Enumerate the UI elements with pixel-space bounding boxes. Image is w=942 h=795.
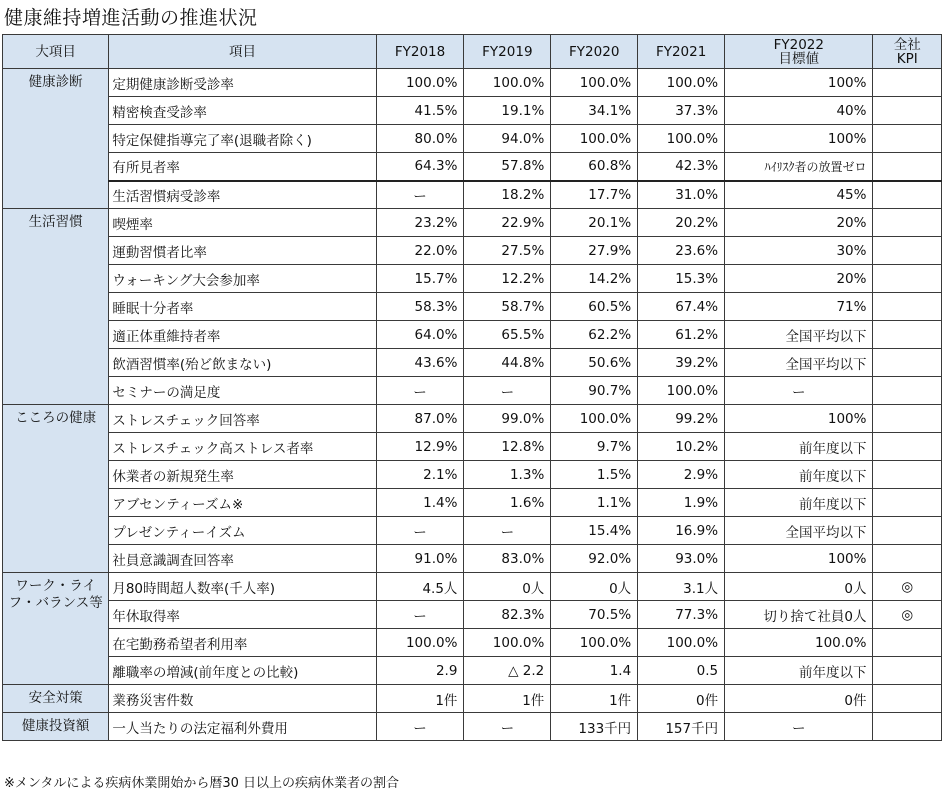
- item-cell: 月80時間超人数率(千人率): [109, 573, 376, 601]
- fy2020-cell: 1.5%: [551, 461, 638, 489]
- table-row: [3, 601, 942, 629]
- page-title: 健康維持増進活動の推進状況: [4, 7, 258, 29]
- kpi-cell: [873, 69, 942, 97]
- header-fy2020: FY2020: [551, 35, 638, 69]
- fy2018-cell: 23.2%: [376, 209, 464, 237]
- target-cell: 全国平均以下: [725, 349, 873, 377]
- fy2021-cell: 20.2%: [638, 209, 725, 237]
- table-row: [3, 685, 942, 713]
- fy2021-cell: 77.3%: [638, 601, 725, 629]
- fy2018-cell: 41.5%: [376, 97, 464, 125]
- fy2021-cell: 99.2%: [638, 405, 725, 433]
- fy2018-cell: 43.6%: [376, 349, 464, 377]
- fy2018-cell: 2.1%: [376, 461, 464, 489]
- fy2020-cell: 9.7%: [551, 433, 638, 461]
- fy2020-cell: 15.4%: [551, 517, 638, 545]
- target-cell: ﾊｲﾘｽｸ者の放置ゼロ: [725, 153, 873, 181]
- category-cell: こころの健康: [3, 405, 109, 573]
- item-cell: アブセンティーズム※: [109, 489, 376, 517]
- fy2021-cell: 16.9%: [638, 517, 725, 545]
- target-cell: 前年度以下: [725, 489, 873, 517]
- fy2020-cell: 1件: [551, 685, 638, 713]
- item-cell: 社員意識調査回答率: [109, 545, 376, 573]
- item-cell: 特定保健指導完了率(退職者除く): [109, 125, 376, 153]
- fy2021-cell: 31.0%: [638, 181, 725, 209]
- fy2021-cell: 15.3%: [638, 265, 725, 293]
- fy2018-cell: 64.0%: [376, 321, 464, 349]
- table-row: [3, 293, 942, 321]
- fy2020-cell: 60.8%: [551, 153, 638, 181]
- fy2019-cell: 0人: [464, 573, 551, 601]
- table-row: [3, 209, 942, 237]
- kpi-cell: [873, 349, 942, 377]
- fy2018-cell: 100.0%: [376, 69, 464, 97]
- table-row: [3, 237, 942, 265]
- fy2019-cell: 1.3%: [464, 461, 551, 489]
- table-row: [3, 97, 942, 125]
- fy2021-cell: 100.0%: [638, 377, 725, 405]
- fy2021-cell: 100.0%: [638, 125, 725, 153]
- table-body: [3, 69, 942, 741]
- category-cell: 安全対策: [3, 685, 109, 713]
- fy2018-cell: ー: [376, 601, 464, 629]
- target-cell: 前年度以下: [725, 657, 873, 685]
- kpi-cell: [873, 685, 942, 713]
- item-cell: 運動習慣者比率: [109, 237, 376, 265]
- kpi-cell: [873, 489, 942, 517]
- target-cell: 100%: [725, 545, 873, 573]
- header-fy2018: FY2018: [376, 35, 464, 69]
- target-cell: 0件: [725, 685, 873, 713]
- fy2020-cell: 1.1%: [551, 489, 638, 517]
- item-cell: ストレスチェック高ストレス者率: [109, 433, 376, 461]
- fy2021-cell: 67.4%: [638, 293, 725, 321]
- fy2021-cell: 10.2%: [638, 433, 725, 461]
- kpi-cell: [873, 405, 942, 433]
- fy2019-cell: 99.0%: [464, 405, 551, 433]
- item-cell: 適正体重維持者率: [109, 321, 376, 349]
- table-row: [3, 181, 942, 209]
- fy2018-cell: 100.0%: [376, 629, 464, 657]
- header-fy2019: FY2019: [464, 35, 551, 69]
- fy2018-cell: 58.3%: [376, 293, 464, 321]
- item-cell: プレゼンティーイズム: [109, 517, 376, 545]
- target-cell: ー: [725, 377, 873, 405]
- category-cell: ワーク・ライフ・バランス等: [3, 573, 109, 685]
- fy2019-cell: 57.8%: [464, 153, 551, 181]
- target-cell: 0人: [725, 573, 873, 601]
- fy2019-cell: 12.8%: [464, 433, 551, 461]
- kpi-cell: [873, 545, 942, 573]
- fy2021-cell: 23.6%: [638, 237, 725, 265]
- fy2018-cell: 80.0%: [376, 125, 464, 153]
- category-cell: 生活習慣: [3, 209, 109, 405]
- fy2019-cell: 44.8%: [464, 349, 551, 377]
- footnote: ※メンタルによる疾病休業開始から暦30 日以上の疾病休業者の割合: [4, 776, 400, 791]
- fy2020-cell: 100.0%: [551, 629, 638, 657]
- fy2020-cell: 62.2%: [551, 321, 638, 349]
- target-cell: 100.0%: [725, 629, 873, 657]
- kpi-cell: [873, 97, 942, 125]
- table-row: [3, 349, 942, 377]
- kpi-cell: [873, 433, 942, 461]
- table-row: [3, 629, 942, 657]
- target-cell: 20%: [725, 209, 873, 237]
- fy2019-cell: 100.0%: [464, 69, 551, 97]
- fy2019-cell: 94.0%: [464, 125, 551, 153]
- kpi-cell: [873, 461, 942, 489]
- fy2019-cell: 1件: [464, 685, 551, 713]
- kpi-cell: ◎: [873, 601, 942, 629]
- kpi-cell: ◎: [873, 573, 942, 601]
- table-row: [3, 405, 942, 433]
- target-cell: 30%: [725, 237, 873, 265]
- table-row: [3, 573, 942, 601]
- table-row: [3, 153, 942, 181]
- fy2019-cell: 65.5%: [464, 321, 551, 349]
- fy2020-cell: 50.6%: [551, 349, 638, 377]
- item-cell: 一人当たりの法定福利外費用: [109, 713, 376, 741]
- fy2018-cell: 1件: [376, 685, 464, 713]
- fy2018-cell: 91.0%: [376, 545, 464, 573]
- table-row: [3, 69, 942, 97]
- status-table: [2, 34, 942, 741]
- kpi-cell: [873, 629, 942, 657]
- kpi-cell: [873, 713, 942, 741]
- fy2021-cell: 61.2%: [638, 321, 725, 349]
- item-cell: セミナーの満足度: [109, 377, 376, 405]
- kpi-cell: [873, 181, 942, 209]
- table-row: [3, 489, 942, 517]
- fy2021-cell: 93.0%: [638, 545, 725, 573]
- target-cell: 前年度以下: [725, 461, 873, 489]
- fy2020-cell: 0人: [551, 573, 638, 601]
- table-row: [3, 517, 942, 545]
- kpi-cell: [873, 377, 942, 405]
- fy2018-cell: ー: [376, 377, 464, 405]
- target-cell: 100%: [725, 125, 873, 153]
- target-cell: ー: [725, 713, 873, 741]
- table-row: [3, 657, 942, 685]
- kpi-cell: [873, 125, 942, 153]
- fy2020-cell: 14.2%: [551, 265, 638, 293]
- fy2019-cell: 18.2%: [464, 181, 551, 209]
- header-row: [3, 35, 942, 69]
- fy2021-cell: 100.0%: [638, 69, 725, 97]
- table-row: [3, 377, 942, 405]
- header-fy2022-label: FY2022: [773, 36, 824, 53]
- item-cell: 喫煙率: [109, 209, 376, 237]
- fy2019-cell: ー: [464, 377, 551, 405]
- fy2018-cell: 2.9: [376, 657, 464, 685]
- fy2018-cell: 87.0%: [376, 405, 464, 433]
- item-cell: 離職率の増減(前年度との比較): [109, 657, 376, 685]
- item-cell: 休業者の新規発生率: [109, 461, 376, 489]
- table-row: [3, 321, 942, 349]
- item-cell: 在宅勤務希望者利用率: [109, 629, 376, 657]
- item-cell: ウォーキング大会参加率: [109, 265, 376, 293]
- kpi-cell: [873, 237, 942, 265]
- header-item: 項目: [109, 35, 376, 69]
- fy2020-cell: 92.0%: [551, 545, 638, 573]
- table-row: [3, 713, 942, 741]
- fy2020-cell: 70.5%: [551, 601, 638, 629]
- item-cell: 睡眠十分者率: [109, 293, 376, 321]
- target-cell: 100%: [725, 405, 873, 433]
- fy2021-cell: 157千円: [638, 713, 725, 741]
- fy2019-cell: 19.1%: [464, 97, 551, 125]
- fy2020-cell: 1.4: [551, 657, 638, 685]
- fy2021-cell: 42.3%: [638, 153, 725, 181]
- target-cell: 100%: [725, 69, 873, 97]
- header-category: 大項目: [3, 35, 109, 69]
- header-fy2022-target: [725, 35, 873, 69]
- target-cell: 前年度以下: [725, 433, 873, 461]
- header-kpi-line2: KPI: [896, 50, 918, 67]
- item-cell: 年休取得率: [109, 601, 376, 629]
- fy2021-cell: 37.3%: [638, 97, 725, 125]
- fy2020-cell: 34.1%: [551, 97, 638, 125]
- fy2018-cell: ー: [376, 181, 464, 209]
- kpi-cell: [873, 657, 942, 685]
- fy2019-cell: 100.0%: [464, 629, 551, 657]
- fy2019-cell: 82.3%: [464, 601, 551, 629]
- fy2020-cell: 60.5%: [551, 293, 638, 321]
- fy2018-cell: 1.4%: [376, 489, 464, 517]
- table-row: [3, 433, 942, 461]
- fy2021-cell: 3.1人: [638, 573, 725, 601]
- fy2021-cell: 0件: [638, 685, 725, 713]
- item-cell: 生活習慣病受診率: [109, 181, 376, 209]
- item-cell: 精密検査受診率: [109, 97, 376, 125]
- fy2018-cell: 12.9%: [376, 433, 464, 461]
- header-company-kpi: [873, 35, 942, 69]
- kpi-cell: [873, 153, 942, 181]
- target-cell: 全国平均以下: [725, 321, 873, 349]
- fy2021-cell: 39.2%: [638, 349, 725, 377]
- target-cell: 45%: [725, 181, 873, 209]
- target-cell: 全国平均以下: [725, 517, 873, 545]
- fy2018-cell: ー: [376, 517, 464, 545]
- kpi-cell: [873, 293, 942, 321]
- fy2019-cell: 83.0%: [464, 545, 551, 573]
- fy2018-cell: 4.5人: [376, 573, 464, 601]
- header-kpi-line1: 全社: [893, 36, 921, 53]
- fy2020-cell: 20.1%: [551, 209, 638, 237]
- category-cell: 健康診断: [3, 69, 109, 209]
- fy2019-cell: 58.7%: [464, 293, 551, 321]
- fy2018-cell: 22.0%: [376, 237, 464, 265]
- item-cell: 有所見者率: [109, 153, 376, 181]
- item-cell: 業務災害件数: [109, 685, 376, 713]
- fy2020-cell: 17.7%: [551, 181, 638, 209]
- fy2019-cell: ー: [464, 713, 551, 741]
- target-cell: 20%: [725, 265, 873, 293]
- header-target-label: 目標値: [778, 50, 820, 67]
- kpi-cell: [873, 209, 942, 237]
- fy2018-cell: ー: [376, 713, 464, 741]
- table-row: [3, 125, 942, 153]
- item-cell: ストレスチェック回答率: [109, 405, 376, 433]
- fy2019-cell: 1.6%: [464, 489, 551, 517]
- table-row: [3, 265, 942, 293]
- fy2019-cell: △ 2.2: [464, 657, 551, 685]
- kpi-cell: [873, 517, 942, 545]
- fy2021-cell: 0.5: [638, 657, 725, 685]
- fy2019-cell: ー: [464, 517, 551, 545]
- fy2019-cell: 12.2%: [464, 265, 551, 293]
- item-cell: 定期健康診断受診率: [109, 69, 376, 97]
- fy2020-cell: 100.0%: [551, 405, 638, 433]
- target-cell: 71%: [725, 293, 873, 321]
- item-cell: 飲酒習慣率(殆ど飲まない): [109, 349, 376, 377]
- kpi-cell: [873, 265, 942, 293]
- fy2021-cell: 2.9%: [638, 461, 725, 489]
- fy2020-cell: 100.0%: [551, 125, 638, 153]
- kpi-cell: [873, 321, 942, 349]
- target-cell: 40%: [725, 97, 873, 125]
- target-cell: 切り捨て社員0人: [725, 601, 873, 629]
- table-row: [3, 461, 942, 489]
- table-row: [3, 545, 942, 573]
- fy2018-cell: 15.7%: [376, 265, 464, 293]
- fy2021-cell: 100.0%: [638, 629, 725, 657]
- fy2020-cell: 90.7%: [551, 377, 638, 405]
- header-fy2021: FY2021: [638, 35, 725, 69]
- fy2020-cell: 27.9%: [551, 237, 638, 265]
- fy2021-cell: 1.9%: [638, 489, 725, 517]
- fy2020-cell: 100.0%: [551, 69, 638, 97]
- fy2019-cell: 27.5%: [464, 237, 551, 265]
- fy2019-cell: 22.9%: [464, 209, 551, 237]
- fy2020-cell: 133千円: [551, 713, 638, 741]
- fy2018-cell: 64.3%: [376, 153, 464, 181]
- category-cell: 健康投資額: [3, 713, 109, 741]
